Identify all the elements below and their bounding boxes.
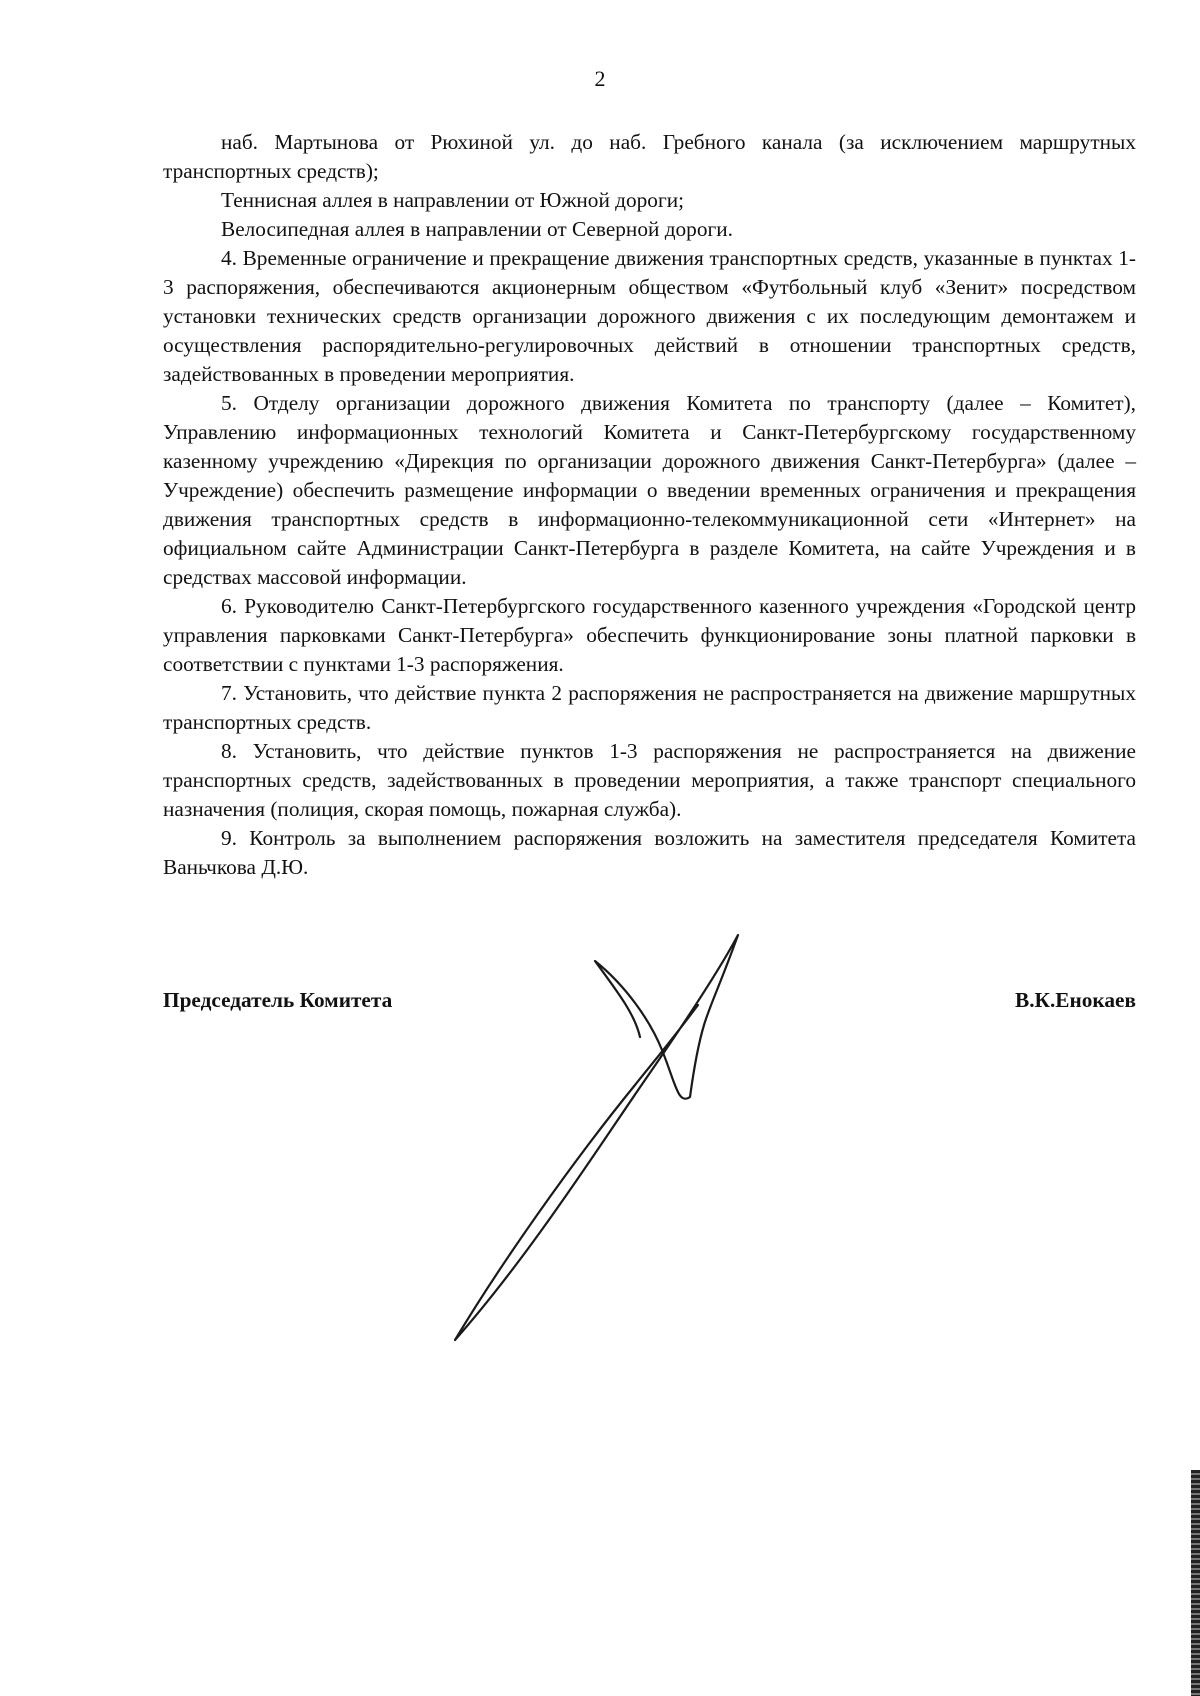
paragraph-bicycle-alley: Велосипедная аллея в направлении от Северной дороги. [221, 217, 733, 241]
paragraph-item-7: 7. Установить, что действие пункта 2 распоряжения не распространяется на движение маршрутных транспортных средств. [163, 681, 1136, 734]
paragraph-item-6: 6. Руководителю Санкт-Петербургского государственного казенного учреждения «Городской центр управления парковками Санкт-Петербурга» обеспечить функционирование зоны платной парковки в соответствии с пунктами 1-3 распоряжения. [163, 594, 1136, 676]
paragraph-route-martynova: наб. Мартынова от Рюхиной ул. до наб. Гребного канала (за исключением маршрутных транспортных средств); [163, 130, 1136, 183]
page-number: 2 [594, 66, 606, 91]
document-body [163, 128, 1136, 882]
handwritten-signature-icon [440, 925, 750, 1345]
paragraph-item-5: 5. Отделу организации дорожного движения Комитета по транспорту (далее – Комитет), Управлению информационных технологий Комитета и Санкт-Петербургскому государственному казенному учреждению «Дирекция по организации дорожного движения Санкт-Петербурга» (далее – Учреждение) обеспечить размещение информации о введении временных ограничения и прекращения движения транспортных средств в информационно-телекоммуникационной сети «Интернет» на официальном сайте Администрации Санкт-Петербурга в разделе Комитета, на сайте Учреждения и в средствах массовой информации. [163, 391, 1136, 589]
paragraph-item-9: 9. Контроль за выполнением распоряжения возложить на заместителя председателя Комитета Ваньчкова Д.Ю. [163, 826, 1136, 879]
paragraph-tennis-alley: Теннисная аллея в направлении от Южной дороги; [221, 188, 685, 212]
signer-name: В.К.Енокаев [1015, 988, 1136, 1012]
paragraph-item-8: 8. Установить, что действие пунктов 1-3 распоряжения не распространяется на движение транспортных средств, задействованных в проведении мероприятия, а также транспорт специального назначения (полиция, скорая помощь, пожарная служба). [163, 739, 1136, 821]
signer-title: Председатель Комитета [163, 988, 393, 1012]
scan-edge-artifact [1191, 1470, 1200, 1696]
paragraph-item-4: 4. Временные ограничение и прекращение движения транспортных средств, указанные в пунктах 1-3 распоряжения, обеспечиваются акционерным обществом «Футбольный клуб «Зенит» посредством установки технических средств организации дорожного движения с их последующим демонтажем и осуществления распорядительно-регулировочных действий в отношении транспортных средств, задействованных в проведении мероприятия. [163, 246, 1136, 386]
